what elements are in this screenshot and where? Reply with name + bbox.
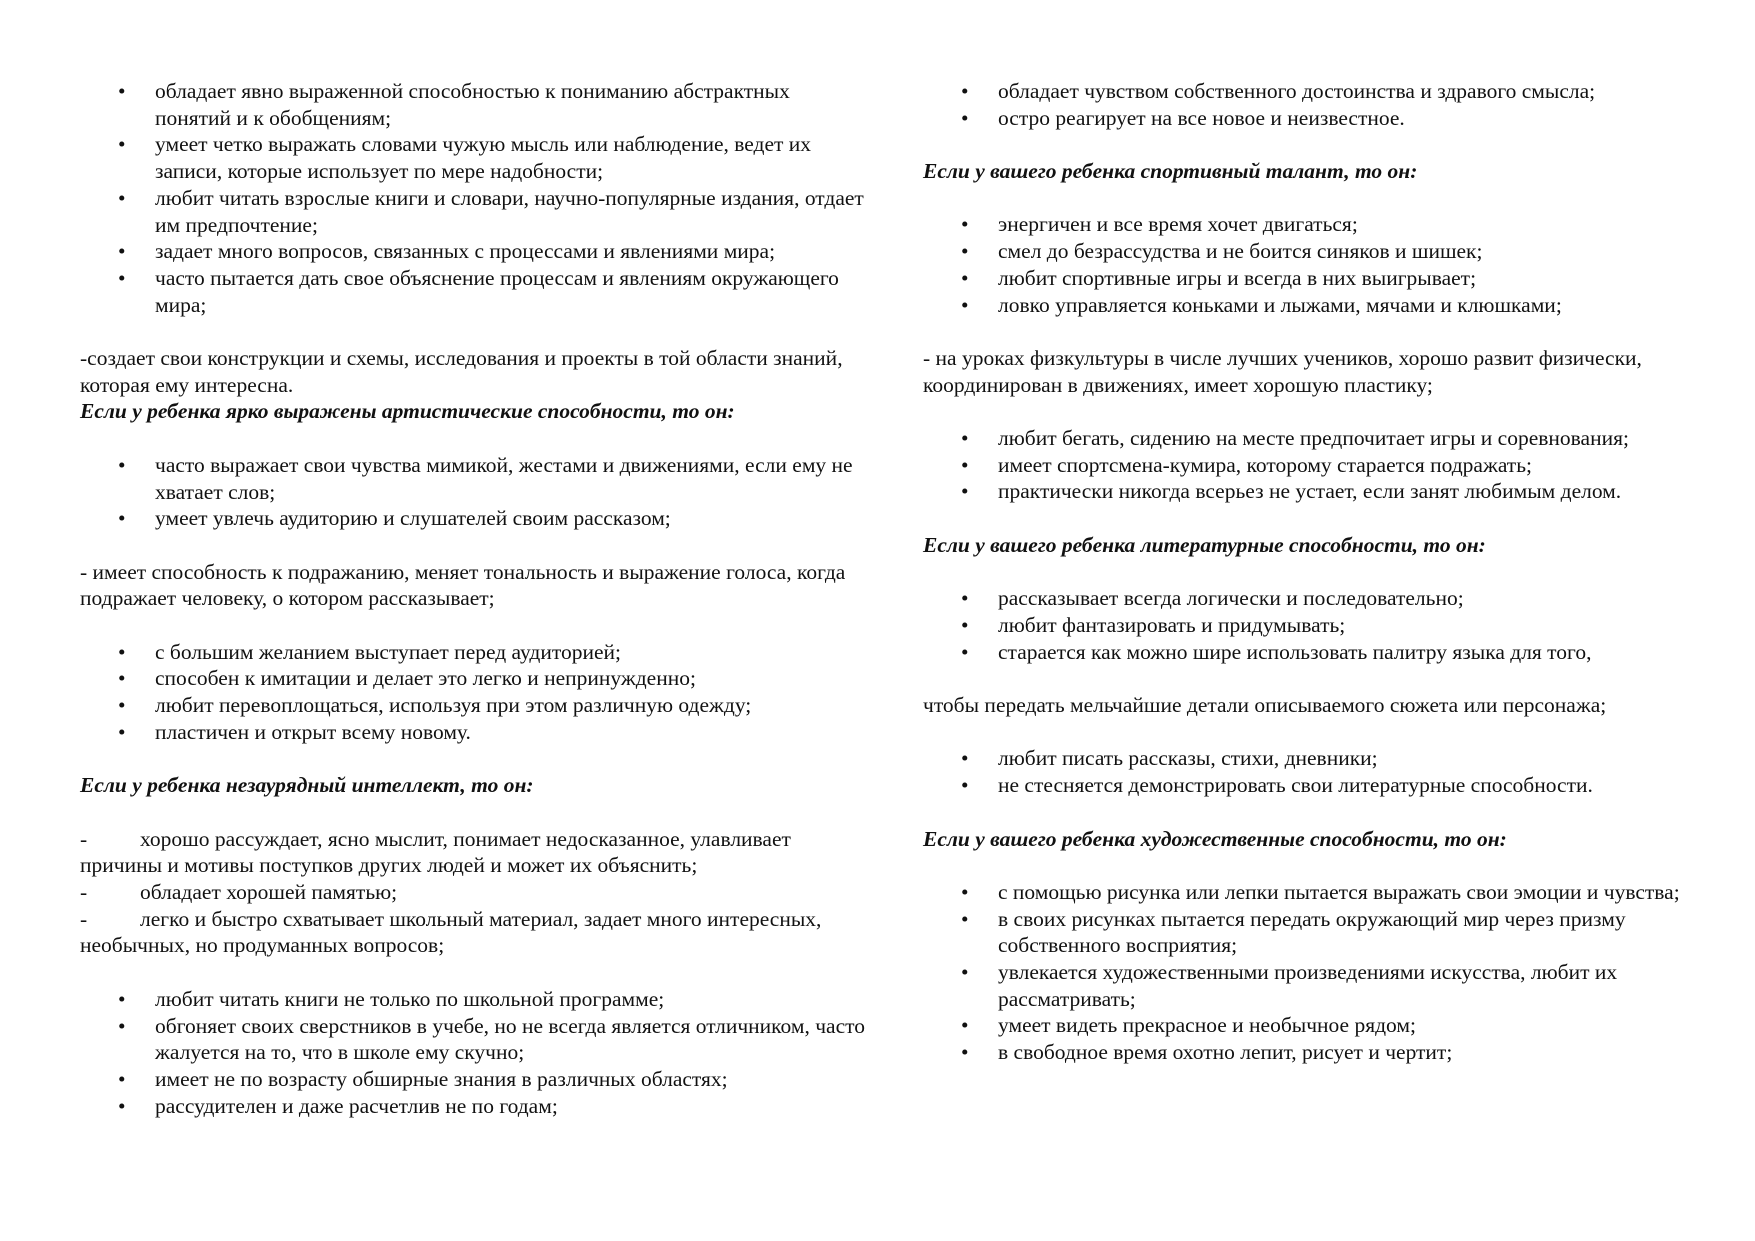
spacer xyxy=(80,799,870,826)
spacer xyxy=(923,131,1723,158)
list-item: • любит читать книги не только по школьной программе; xyxy=(80,986,870,1013)
list-item: • любит бегать, сидению на месте предпочитает игры и соревнования; xyxy=(923,425,1723,452)
section-heading: Если у ребенка незаурядный интеллект, то он: xyxy=(80,773,534,798)
list-item: • имеет спортсмена-кумира, которому старается подражать; xyxy=(923,452,1723,479)
list-item: • увлекается художественными произведениями искусства, любит их рассматривать; xyxy=(923,959,1723,1012)
list-item: • умеет видеть прекрасное и необычное рядом; xyxy=(923,1012,1723,1039)
dash-item xyxy=(80,879,870,906)
list-item: • в своих рисунках пытается передать окружающий мир через призму собственного восприятия; xyxy=(923,906,1723,959)
right-column xyxy=(923,78,1723,1066)
list-item: • любит читать взрослые книги и словари, научно-популярные издания, отдает им предпочтение; xyxy=(80,185,870,238)
bullet-list xyxy=(80,639,870,746)
list-item: • смел до безрассудства и не боится синяков и шишек; xyxy=(923,238,1723,265)
list-item: • ловко управляется коньками и лыжами, мячами и клюшками; xyxy=(923,292,1723,319)
dash-item xyxy=(80,826,870,879)
bullet-list xyxy=(80,986,870,1120)
spacer xyxy=(923,185,1723,212)
list-item: • умеет четко выражать словами чужую мысль или наблюдение, ведет их записи, которые использует по мере надобности; xyxy=(80,131,870,184)
spacer xyxy=(923,852,1723,879)
list-item: • любит фантазировать и придумывать; xyxy=(923,612,1723,639)
spacer xyxy=(923,799,1723,826)
spacer xyxy=(923,505,1723,532)
list-item: • остро реагирует на все новое и неизвестное. xyxy=(923,105,1723,132)
list-item: • обладает явно выраженной способностью к пониманию абстрактных понятий и к обобщениям; xyxy=(80,78,870,131)
dash-item-text: легко и быстро схватывает школьный материал, задает много интересных, необычных, но продуманных вопросов; xyxy=(80,906,822,958)
bullet-list xyxy=(923,78,1723,131)
section-heading: Если у вашего ребенка литературные способности, то он: xyxy=(923,532,1486,557)
list-item: • способен к имитации и делает это легко и непринужденно; xyxy=(80,665,870,692)
list-item: • с помощью рисунка или лепки пытается выражать свои эмоции и чувства; xyxy=(923,879,1723,906)
list-item: • любит спортивные игры и всегда в них выигрывает; xyxy=(923,265,1723,292)
spacer xyxy=(923,398,1723,425)
list-item: • не стесняется демонстрировать свои литературные способности. xyxy=(923,772,1723,799)
dash-marker: - xyxy=(80,906,88,931)
spacer xyxy=(80,532,870,559)
spacer xyxy=(80,746,870,773)
list-item: • задает много вопросов, связанных с процессами и явлениями мира; xyxy=(80,238,870,265)
list-item: • любит писать рассказы, стихи, дневники; xyxy=(923,745,1723,772)
spacer xyxy=(923,665,1723,692)
spacer xyxy=(923,719,1723,746)
spacer xyxy=(80,425,870,452)
section-heading: Если у вашего ребенка художественные способности, то он: xyxy=(923,826,1507,851)
dash-item-text: обладает хорошей памятью; xyxy=(140,880,398,904)
list-item: • часто выражает свои чувства мимикой, жестами и движениями, если ему не хватает слов; xyxy=(80,452,870,505)
section-heading: Если у ребенка ярко выражены артистические способности, то он: xyxy=(80,399,735,424)
section-heading: Если у вашего ребенка спортивный талант, то он: xyxy=(923,159,1418,184)
spacer xyxy=(923,318,1723,345)
paragraph: - на уроках физкультуры в числе лучших учеников, хорошо развит физически, координирован в движениях, имеет хорошую пластику; xyxy=(923,345,1642,397)
list-item: • рассудителен и даже расчетлив не по годам; xyxy=(80,1093,870,1120)
paragraph: - имеет способность к подражанию, меняет тональность и выражение голоса, когда подражает человеку, о котором рассказывает; xyxy=(80,559,846,611)
list-item: • практически никогда всерьез не устает, если занят любимым делом. xyxy=(923,478,1723,505)
paragraph: -создает свои конструкции и схемы, исследования и проекты в той области знаний, которая ему интересна. xyxy=(80,346,843,397)
bullet-list xyxy=(923,425,1723,505)
list-item: • старается как можно шире использовать палитру языка для того, xyxy=(923,639,1723,666)
list-item: • пластичен и открыт всему новому. xyxy=(80,719,870,746)
dash-item xyxy=(80,906,870,959)
dash-marker: - xyxy=(80,826,88,851)
spacer xyxy=(923,559,1723,586)
bullet-list xyxy=(923,879,1723,1066)
list-item: • имеет не по возрасту обширные знания в различных областях; xyxy=(80,1066,870,1093)
list-item: • часто пытается дать свое объяснение процессам и явлениям окружающего мира; xyxy=(80,265,870,318)
spacer xyxy=(80,959,870,986)
bullet-list xyxy=(80,452,870,532)
bullet-list xyxy=(923,211,1723,318)
list-item: • умеет увлечь аудиторию и слушателей своим рассказом; xyxy=(80,505,870,532)
list-item: • энергичен и все время хочет двигаться; xyxy=(923,211,1723,238)
list-item: • любит перевоплощаться, используя при этом различную одежду; xyxy=(80,692,870,719)
paragraph: чтобы передать мельчайшие детали описываемого сюжета или персонажа; xyxy=(923,693,1607,718)
list-item: • обгоняет своих сверстников в учебе, но не всегда является отличником, часто жалуется на то, что в школе ему скучно; xyxy=(80,1013,870,1066)
list-item: • обладает чувством собственного достоинства и здравого смысла; xyxy=(923,78,1723,105)
dash-item-text: хорошо рассуждает, ясно мыслит, понимает недосказанное, улавливает причины и мотивы поступков других людей и может их объяснить; xyxy=(80,826,791,878)
dash-marker: - xyxy=(80,880,88,904)
bullet-list xyxy=(80,78,870,318)
spacer xyxy=(80,318,870,345)
spacer xyxy=(80,612,870,639)
bullet-list xyxy=(923,745,1723,798)
list-item: • в свободное время охотно лепит, рисует и чертит; xyxy=(923,1039,1723,1066)
left-column xyxy=(80,78,870,1119)
bullet-list xyxy=(923,585,1723,665)
list-item: • с большим желанием выступает перед аудиторией; xyxy=(80,639,870,666)
list-item: • рассказывает всегда логически и последовательно; xyxy=(923,585,1723,612)
